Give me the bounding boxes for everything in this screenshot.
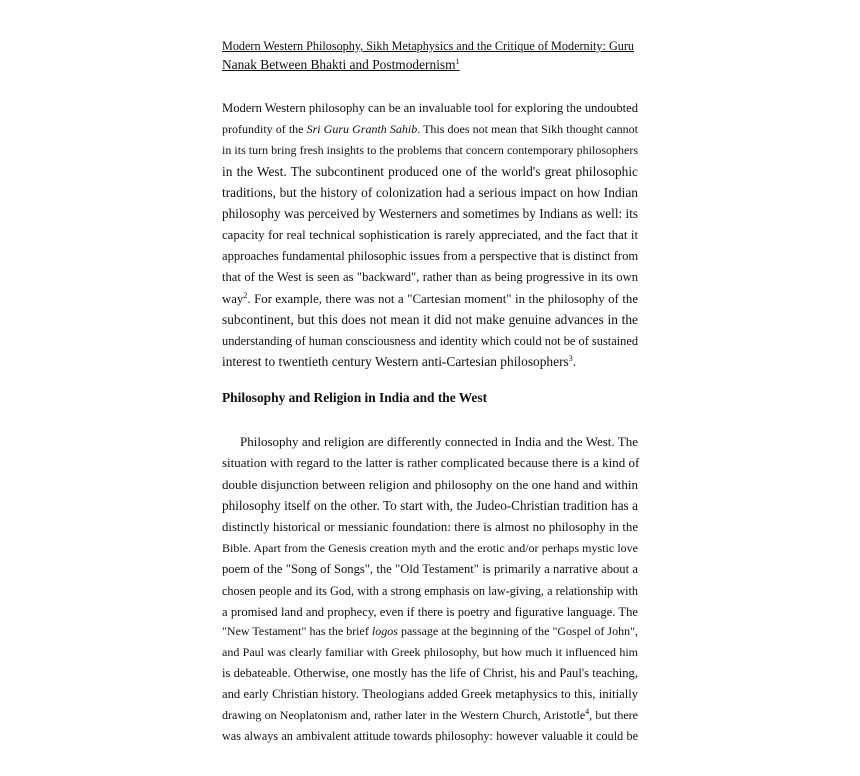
line-text: that of the West is seen as "backward", rather than as being progressive in its own [222, 270, 638, 284]
line-text: drawing on Neoplatonism and, rather later in the Western Church, Aristotle [222, 708, 586, 722]
line-text: interest to twentieth century Western anti-Cartesian philosophers [222, 354, 569, 369]
line-text: Bible. Apart from the Genesis creation myth and the erotic and/or perhaps mystic love [222, 541, 638, 555]
paragraph-line [222, 476, 638, 494]
line-text: . This does not mean that Sikh thought cannot [417, 122, 638, 136]
line-text: , but there [589, 708, 638, 722]
line-text: capacity for real technical sophistication is rarely appreciated, and the fact that it [222, 228, 638, 242]
line-text: . For example, there was not a "Cartesian moment" in the philosophy of the [247, 292, 638, 306]
paragraph-line [222, 622, 638, 640]
footnote-ref: 3 [568, 354, 573, 363]
paragraph-line [222, 332, 638, 350]
paragraph-line [222, 120, 638, 138]
document-title-line-2 [222, 56, 638, 74]
paragraph-line [222, 582, 638, 600]
paragraph-line [222, 560, 638, 578]
title-text: Nanak Between Bhakti and Postmodernism [222, 57, 456, 72]
paragraph-line [222, 226, 638, 244]
line-text: profundity of the [222, 122, 307, 136]
scripture-title: Sri Guru Granth Sahib [306, 122, 418, 136]
line-text: is debateable. Otherwise, one mostly has the life of Christ, his and Paul's teaching, [222, 666, 638, 680]
line-text: was always an ambivalent attitude towards philosophy: however valuable it could be [222, 729, 638, 743]
line-text: in the West. The subcontinent produced one of the world's great philosophic [222, 164, 638, 179]
paragraph-line [222, 603, 638, 621]
title-text: Modern Western Philosophy, Sikh Metaphysics and the Critique of Modernity: Guru [222, 39, 634, 53]
paragraph-line [222, 311, 638, 329]
line-text: double disjunction between religion and philosophy on the one hand and within [222, 477, 638, 492]
line-text: subcontinent, but this does not mean it did not make genuine advances in the [222, 312, 638, 327]
section-heading [222, 389, 638, 407]
line-text: Modern Western philosophy can be an invaluable tool for exploring the undoubted [222, 101, 638, 115]
line-text: in its turn bring fresh insights to the problems that concern contemporary philosophers [222, 143, 638, 157]
paragraph-line [222, 727, 638, 745]
paragraph-line [222, 99, 638, 117]
line-text: philosophy itself on the other. To start with, the Judeo-Christian tradition has a [222, 498, 638, 513]
paragraph-line [222, 518, 638, 536]
paragraph-line [222, 497, 638, 515]
line-text: distinctly historical or messianic foundation: there is almost no philosophy in the [222, 520, 638, 534]
line-text: approaches fundamental philosophic issues from a perspective that is distinct from [222, 249, 639, 263]
line-text: traditions, but the history of colonization had a serious impact on how Indian [222, 185, 638, 200]
footnote-ref: 1 [455, 57, 460, 66]
line-text: passage at the beginning of the "Gospel of John", [397, 624, 638, 638]
paragraph-line [222, 664, 638, 682]
paragraph-line [222, 205, 638, 223]
paragraph-line [222, 706, 638, 724]
paragraph-line [222, 643, 638, 661]
heading-text: Philosophy and Religion in India and the West [222, 390, 488, 405]
line-text: chosen people and its God, with a strong emphasis on law-giving, a relationship with [222, 584, 638, 598]
line-text: . [572, 354, 577, 369]
paragraph-line [222, 539, 638, 557]
paragraph-line [222, 454, 638, 472]
line-text: "New Testament" has the brief [222, 624, 372, 638]
line-text: way [222, 292, 244, 306]
line-text: and Paul was clearly familiar with Greek philosophy, but how much it influenced him [222, 645, 638, 659]
line-text: Philosophy and religion are differently connected in India and the West. The [240, 434, 638, 449]
paragraph-line [222, 163, 638, 181]
paragraph-line [222, 268, 638, 286]
document-title-line-1 [222, 37, 638, 55]
emphasis-text: logos [371, 624, 398, 638]
paragraph-line [222, 141, 638, 159]
line-text: poem of the "Song of Songs", the "Old Testament" is primarily a narrative about a [222, 562, 638, 576]
line-text: a promised land and prophecy, even if there is poetry and figurative language. The [222, 605, 638, 619]
line-text: situation with regard to the latter is rather complicated because there is a kind of [222, 455, 640, 470]
paragraph-line [240, 433, 638, 451]
paragraph-line [222, 685, 638, 703]
paragraph-line [222, 353, 638, 371]
line-text: and early Christian history. Theologians added Greek metaphysics to this, initially [222, 687, 638, 701]
footnote-ref: 4 [585, 707, 590, 716]
line-text: philosophy was perceived by Westerners and sometimes by Indians as well: its [222, 206, 638, 221]
paragraph-line [222, 247, 638, 265]
footnote-ref: 2 [243, 291, 248, 300]
paragraph-line [222, 290, 638, 308]
paragraph-line [222, 184, 638, 202]
line-text: understanding of human consciousness and identity which could not be of sustained [222, 334, 639, 348]
